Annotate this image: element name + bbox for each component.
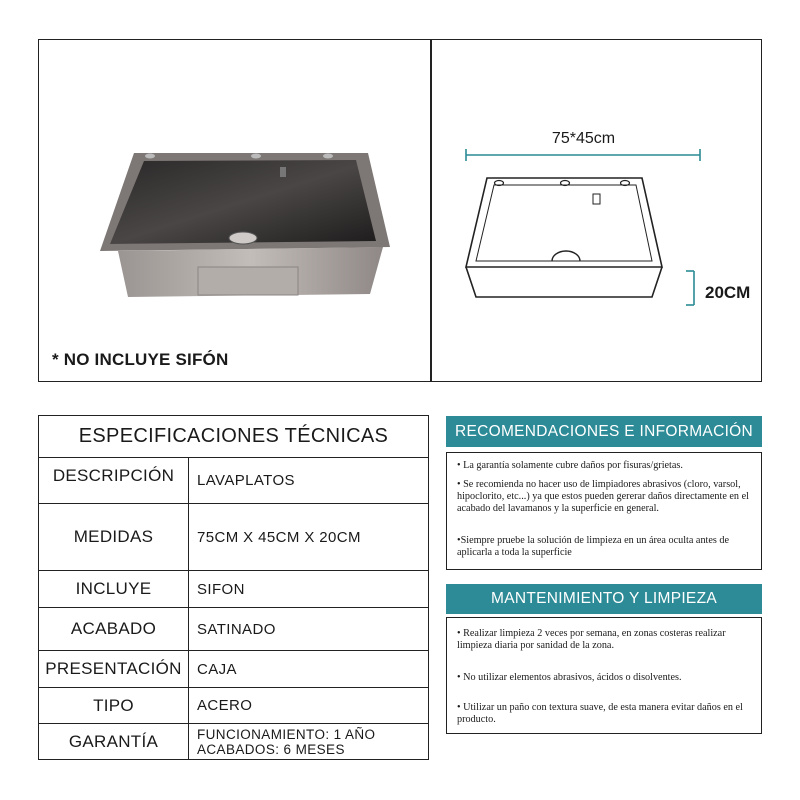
specifications-table — [38, 415, 429, 760]
spec-label: GARANTÍA — [39, 724, 189, 760]
sink-photo — [38, 39, 430, 382]
list-item: • Utilizar un paño con textura suave, de esta manera evitar daños en el producto. — [457, 702, 743, 725]
no-siphon-note: * NO INCLUYE SIFÓN — [52, 350, 229, 369]
spec-label: INCLUYE — [39, 571, 189, 608]
table-row — [39, 458, 429, 504]
spec-label: MEDIDAS — [39, 504, 189, 571]
table-row — [39, 608, 429, 651]
table-row — [39, 571, 429, 608]
spec-value: CAJA — [189, 651, 429, 688]
spec-label: TIPO — [39, 688, 189, 724]
maintenance-banner: MANTENIMIENTO Y LIMPIEZA — [446, 584, 762, 614]
table-row — [39, 651, 429, 688]
spec-value: SATINADO — [189, 608, 429, 651]
recommendations-banner: RECOMENDACIONES E INFORMACIÓN — [446, 416, 762, 447]
list-item: • Realizar limpieza 2 veces por semana, en zonas costeras realizar limpieza diaria por sanidad de la zona. — [457, 628, 726, 651]
width-dimension-label: 75*45cm — [551, 130, 616, 147]
spec-value: LAVAPLATOS — [189, 458, 429, 504]
list-item: • Se recomienda no hacer uso de limpiadores abrasivos (cloro, varsol, hipoclorito, etc...) ya que estos pueden gererar daños directamente en el acabado del lavamanos y la superficie en general. — [457, 479, 749, 514]
list-item: • La garantía solamente cubre daños por fisuras/grietas. — [457, 460, 683, 471]
spec-value: ACERO — [189, 688, 429, 724]
spec-value: 75CM X 45CM X 20CM — [189, 504, 429, 571]
spec-value: SIFON — [189, 571, 429, 608]
table-row — [39, 688, 429, 724]
warranty-line: FUNCIONAMIENTO: 1 AÑO — [197, 726, 376, 742]
spec-label: ACABADO — [39, 608, 189, 651]
list-item: •Siempre pruebe la solución de limpieza en un área oculta antes de aplicarla a toda la superficie — [457, 535, 730, 558]
spec-label: PRESENTACIÓN — [39, 651, 189, 688]
table-row — [39, 504, 429, 571]
table-row — [39, 724, 429, 760]
spec-label: DESCRIPCIÓN — [39, 458, 189, 504]
recommendations-box — [446, 452, 762, 570]
spec-value — [189, 724, 429, 760]
sink-diagram — [432, 39, 762, 382]
height-dimension-label: 20CM — [705, 283, 751, 302]
warranty-line: ACABADOS: 6 MESES — [197, 741, 345, 757]
specifications-title: ESPECIFICACIONES TÉCNICAS — [39, 416, 429, 458]
maintenance-box — [446, 617, 762, 734]
list-item: • No utilizar elementos abrasivos, ácidos o disolventes. — [457, 672, 682, 683]
